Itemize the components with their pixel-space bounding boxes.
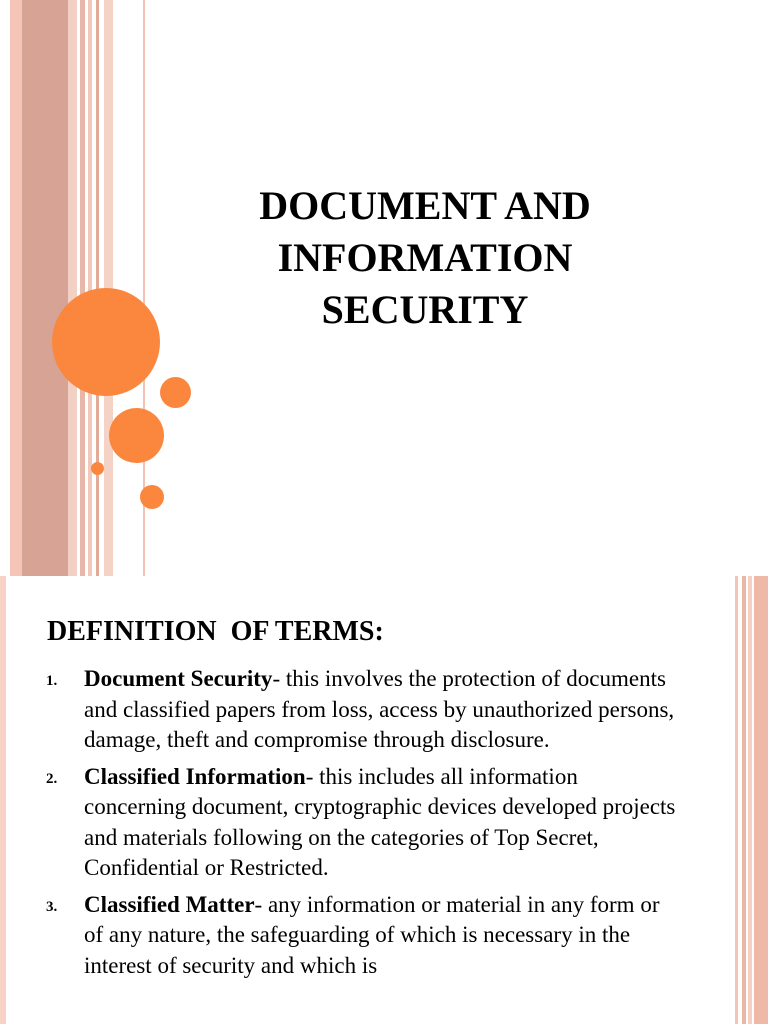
decor-circle	[140, 485, 164, 509]
list-item	[46, 890, 676, 982]
decor-stripe	[0, 576, 6, 1024]
list-item	[46, 664, 676, 756]
item-number: 3.	[46, 898, 58, 915]
item-number: 2.	[46, 770, 58, 787]
decor-circle-medium	[109, 408, 164, 463]
item-text: - any information or material in any form or of any nature, the safeguarding of which is necessary in the interest of security and which is	[84, 891, 660, 978]
title-line: DOCUMENT AND	[259, 183, 591, 228]
item-term: Classified Matter	[84, 891, 255, 917]
definitions-slide	[0, 576, 768, 1024]
definition-list	[46, 664, 676, 987]
title-line: SECURITY	[321, 287, 529, 332]
decor-stripe	[68, 0, 77, 576]
decor-stripe	[735, 576, 738, 1024]
decor-stripe	[754, 576, 768, 1024]
decor-stripe	[742, 576, 746, 1024]
decor-circle	[160, 377, 191, 408]
decor-stripe	[80, 0, 85, 576]
decor-stripe	[748, 576, 752, 1024]
item-term: Document Security	[84, 666, 273, 691]
list-item	[46, 762, 676, 884]
slide-title	[200, 180, 650, 336]
decor-stripe	[88, 0, 92, 576]
decor-circle-small	[91, 462, 104, 475]
decor-circle-large	[52, 288, 160, 396]
item-text: - this includes all information concerning document, cryptographic devices developed projects and materials following on the categories of Top Secret, Confidential or Restricted.	[84, 763, 676, 880]
item-number: 1.	[46, 673, 58, 689]
slide-heading: DEFINITION OF TERMS:	[47, 616, 384, 647]
title-line: INFORMATION	[277, 235, 573, 280]
decor-stripe	[10, 0, 22, 576]
item-term: Classified Information	[84, 763, 306, 789]
decor-stripe	[22, 0, 68, 576]
item-text: - this involves the protection of documents and classified papers from loss, access by unauthorized persons, damage, theft and compromise through disclosure.	[84, 666, 675, 752]
